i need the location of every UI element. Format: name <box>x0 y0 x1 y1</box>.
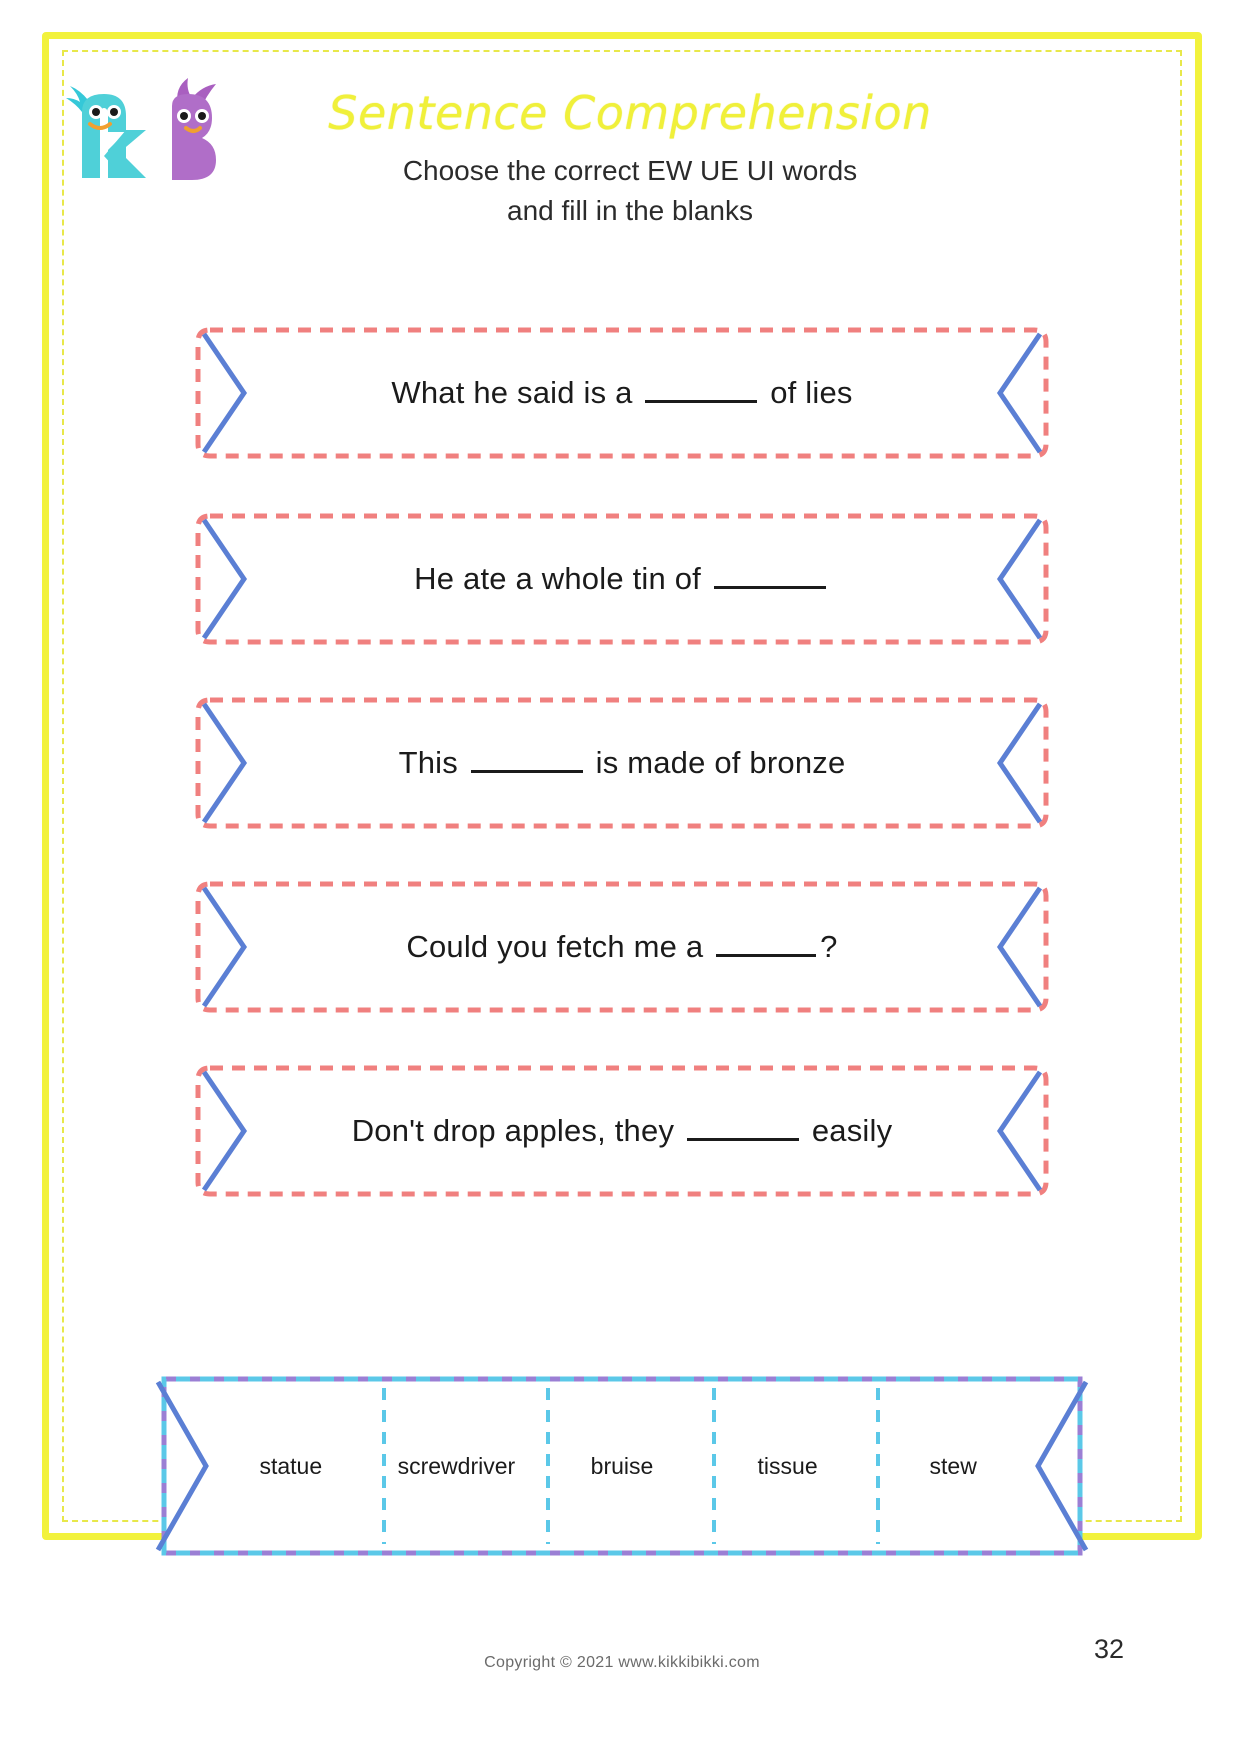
word-bank-item-2[interactable]: screwdriver <box>397 1452 516 1479</box>
word-bank-item-5[interactable]: stew <box>929 1452 977 1479</box>
word-bank-item-3[interactable]: bruise <box>590 1452 654 1479</box>
answer-blank-5[interactable] <box>687 1138 799 1141</box>
word-bank-item-4[interactable]: tissue <box>757 1452 818 1479</box>
answer-blank-1[interactable] <box>645 400 757 403</box>
kikkibikki-logo <box>60 72 240 197</box>
question-before-2: He ate a whole tin of <box>414 561 701 596</box>
question-before-4: Could you fetch me a <box>406 929 704 964</box>
page-subtitle <box>250 151 1010 232</box>
word-bank <box>148 1374 1096 1558</box>
question-before-1: What he said is a <box>391 375 633 410</box>
answer-blank-2[interactable] <box>714 586 826 589</box>
question-text-4 <box>262 929 982 965</box>
copyright-footer: Copyright © 2021 www.kikkibikki.com <box>484 1654 760 1671</box>
question-before-3: This <box>398 745 458 780</box>
question-ribbon-5[interactable] <box>192 1062 1052 1200</box>
page-title: Sentence Comprehension <box>328 86 932 140</box>
word-bank-item-1[interactable]: statue <box>259 1452 323 1479</box>
question-ribbon-2[interactable] <box>192 510 1052 648</box>
page-header <box>250 88 1010 232</box>
question-after-4: ? <box>820 929 838 964</box>
question-text-1 <box>262 375 982 411</box>
subtitle-line-1: Choose the correct EW UE UI words <box>402 154 858 186</box>
answer-blank-3[interactable] <box>471 770 583 773</box>
question-text-5 <box>262 1113 982 1149</box>
question-text-3 <box>262 745 982 781</box>
question-ribbon-3[interactable] <box>192 694 1052 832</box>
subtitle-line-2: and fill in the blanks <box>507 195 753 227</box>
question-after-1: of lies <box>770 375 853 410</box>
question-text-2 <box>262 561 982 597</box>
question-after-5: easily <box>811 1113 893 1148</box>
question-ribbon-1[interactable] <box>192 324 1052 462</box>
question-after-3: is made of bronze <box>595 745 846 780</box>
question-before-5: Don't drop apples, they <box>351 1113 675 1148</box>
page-number: 32 <box>1093 1634 1124 1664</box>
answer-blank-4[interactable] <box>716 954 816 957</box>
question-ribbon-4[interactable] <box>192 878 1052 1016</box>
